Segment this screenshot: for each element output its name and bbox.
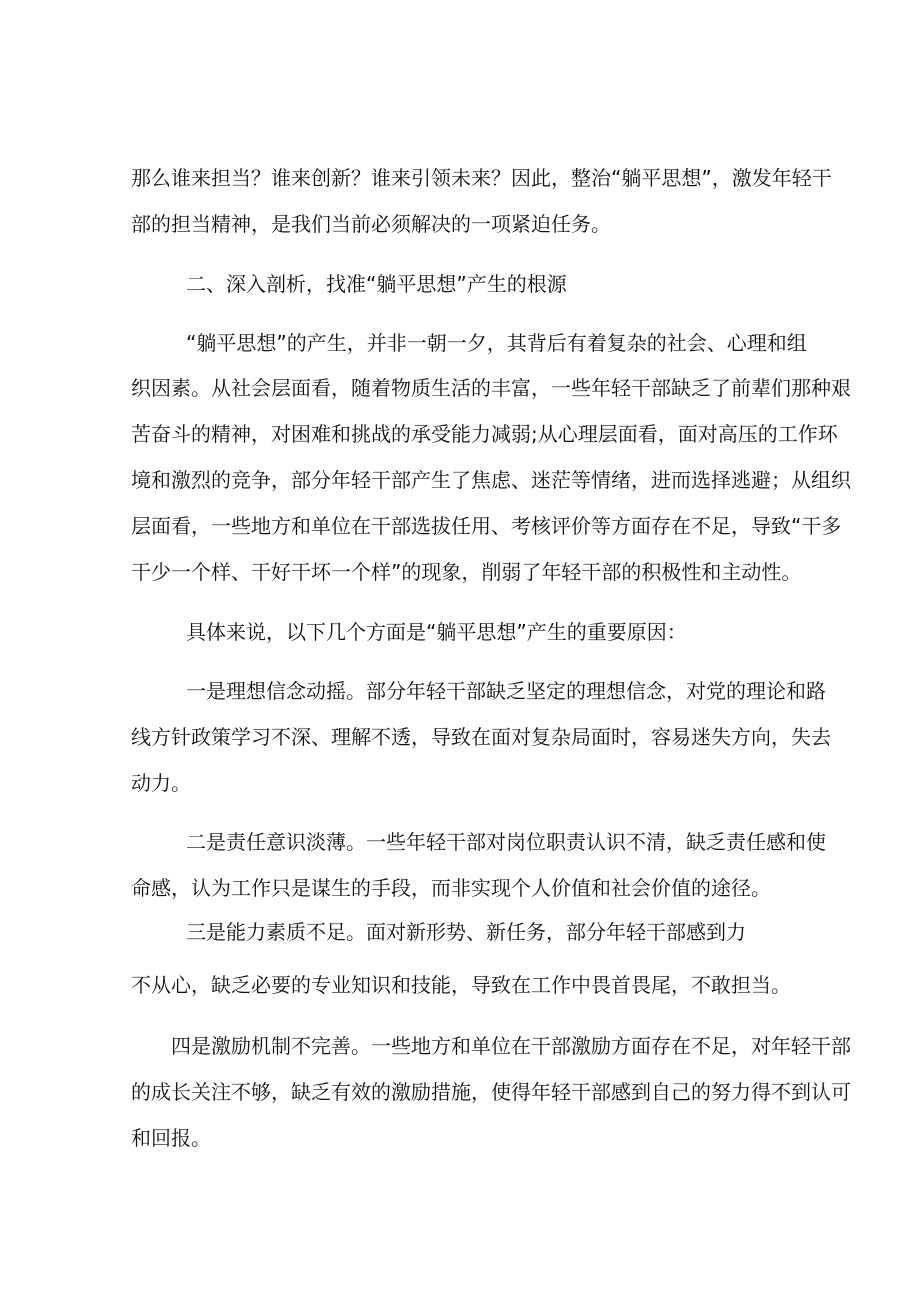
text-line: 织因素。从社会层面看，随着物质生活的丰富，一些年轻干部缺乏了前辈们那种艰 xyxy=(131,376,851,400)
text-line: 境和激烈的竞争，部分年轻干部产生了焦虑、迷茫等情绪，进而选择逃避；从组织 xyxy=(131,468,851,492)
text-line: 和回报。 xyxy=(131,1126,211,1150)
text-line: 干少一个样、干好干坏一个样”的现象，削弱了年轻干部的积极性和主动性。 xyxy=(131,560,802,584)
section-heading: 二、深入剖析，找准“躺平思想”产生的根源 xyxy=(186,272,567,296)
text-line: 四是激励机制不完善。一些地方和单位在干部激励方面存在不足，对年轻干部 xyxy=(171,1034,851,1058)
text-line: 那么谁来担当？谁来创新？谁来引领未来？因此，整治“躺平思想”，激发年轻干 xyxy=(131,166,832,190)
text-line: 不从心，缺乏必要的专业知识和技能，导致在工作中畏首畏尾，不敢担当。 xyxy=(131,973,791,997)
text-line: 一是理想信念动摇。部分年轻干部缺乏坚定的理想信念，对党的理论和路 xyxy=(186,679,826,703)
text-line: 层面看，一些地方和单位在干部选拔任用、考核评价等方面存在不足，导致“干多 xyxy=(131,514,842,538)
text-line: 动力。 xyxy=(131,771,191,795)
text-line: 三是能力素质不足。面对新形势、新任务，部分年轻干部感到力 xyxy=(186,920,746,944)
text-line: 苦奋斗的精神，对困难和挑战的承受能力减弱;从心理层面看，面对高压的工作环 xyxy=(131,422,838,446)
text-line: “躺平思想”的产生，并非一朝一夕，其背后有着复杂的社会、心理和组 xyxy=(186,331,807,355)
text-line: 部的担当精神，是我们当前必须解决的一项紧迫任务。 xyxy=(131,212,611,236)
text-line: 二是责任意识淡薄。一些年轻干部对岗位职责认识不清，缺乏责任感和使 xyxy=(186,830,826,854)
text-line: 命感，认为工作只是谋生的手段，而非实现个人价值和社会价值的途径。 xyxy=(131,876,771,900)
text-line: 线方针政策学习不深、理解不透，导致在面对复杂局面时，容易迷失方向，失去 xyxy=(131,725,831,749)
text-line: 具体来说，以下几个方面是“躺平思想”产生的重要原因： xyxy=(186,620,687,644)
text-line: 的成长关注不够，缺乏有效的激励措施，使得年轻干部感到自己的努力得不到认可 xyxy=(131,1080,851,1104)
